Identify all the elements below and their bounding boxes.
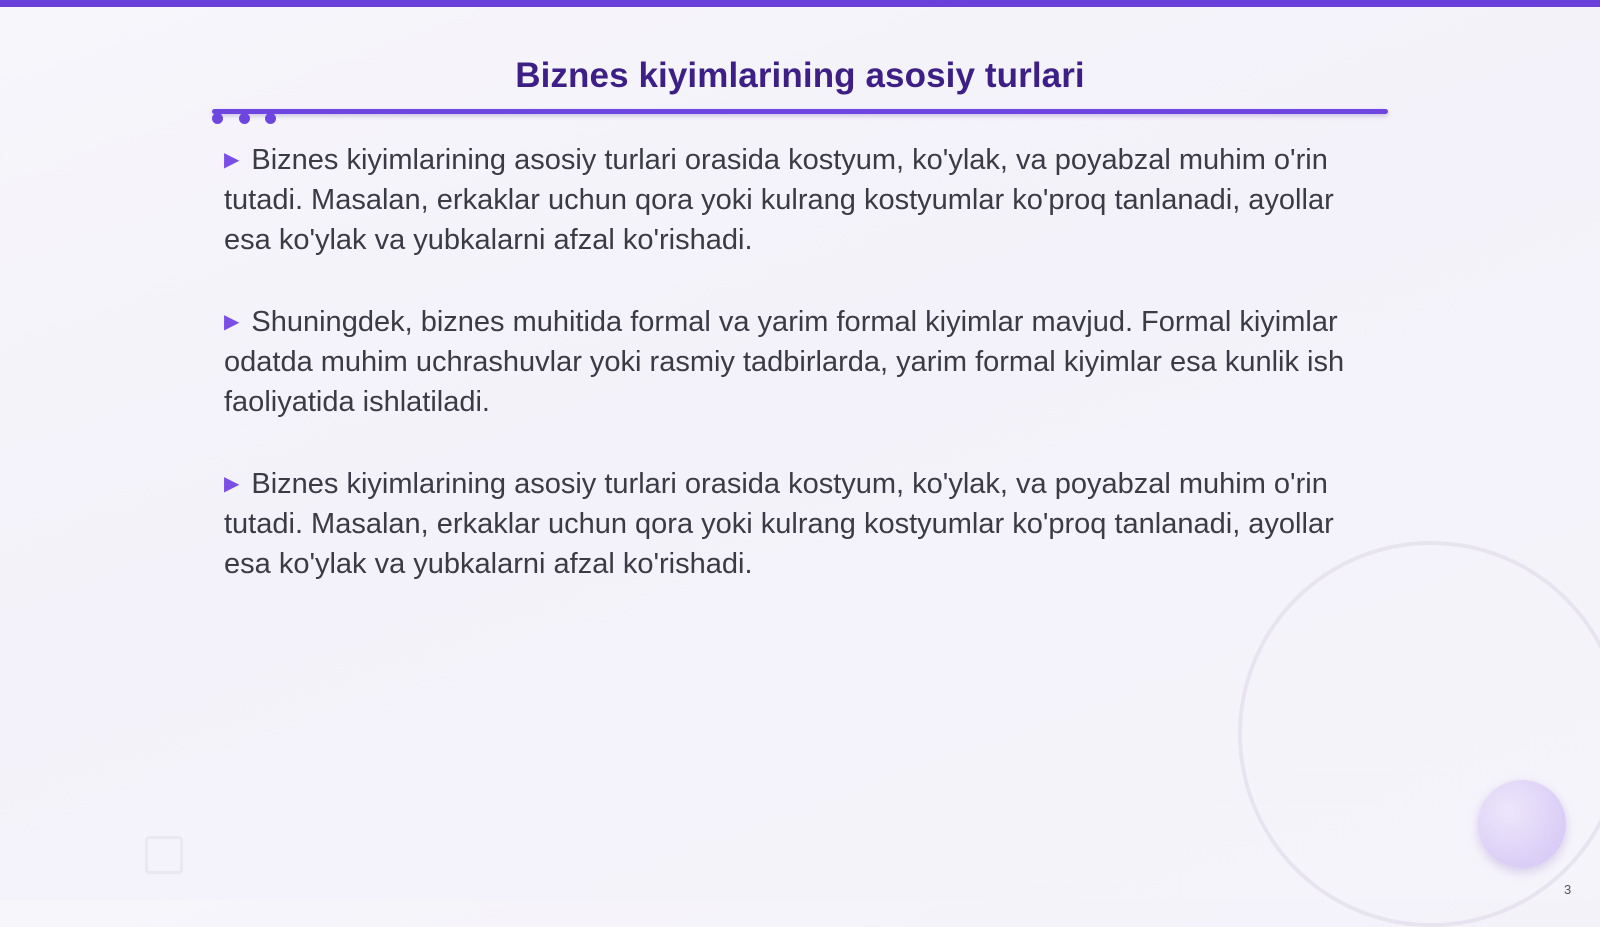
triangle-bullet-icon: ▶: [224, 311, 240, 333]
page-number: 3: [1564, 882, 1572, 897]
bullet-text: Shuningdek, biznes muhitida formal va yarim formal kiyimlar mavjud. Formal kiyimlar odatda muhim uchrashuvlar yoki rasmiy tadbirlarda, yarim formal kiyimlar esa kunlik ish faoliyatida ishlatiladi.: [224, 306, 1345, 418]
decorative-dot: [239, 113, 250, 124]
bullet-paragraph-1: [224, 140, 1384, 260]
bullet-paragraph-3: [224, 464, 1384, 584]
decorative-dot: [212, 113, 223, 124]
bullet-list: [224, 140, 1384, 626]
decorative-dot: [265, 113, 276, 124]
slide-title: Biznes kiyimlarining asosiy turlari: [515, 56, 1085, 95]
triangle-bullet-icon: ▶: [224, 473, 240, 495]
decorative-square: [145, 836, 183, 874]
title-underline: [212, 109, 1388, 114]
decorative-orb: [1478, 780, 1566, 868]
decorative-ring: [1238, 541, 1600, 927]
top-accent-bar: [0, 0, 1600, 7]
triangle-bullet-icon: ▶: [224, 149, 240, 171]
bullet-text: Biznes kiyimlarining asosiy turlari orasida kostyum, ko'ylak, va poyabzal muhim o'rin tutadi. Masalan, erkaklar uchun qora yoki kulrang kostyumlar ko'proq tanlanadi, ayollar esa ko'ylak va yubkalarni afzal ko'rishadi.: [224, 144, 1334, 256]
bullet-text: Biznes kiyimlarining asosiy turlari orasida kostyum, ko'ylak, va poyabzal muhim o'rin tutadi. Masalan, erkaklar uchun qora yoki kulrang kostyumlar ko'proq tanlanadi, ayollar esa ko'ylak va yubkalarni afzal ko'rishadi.: [224, 468, 1334, 580]
bullet-paragraph-2: [224, 302, 1384, 422]
